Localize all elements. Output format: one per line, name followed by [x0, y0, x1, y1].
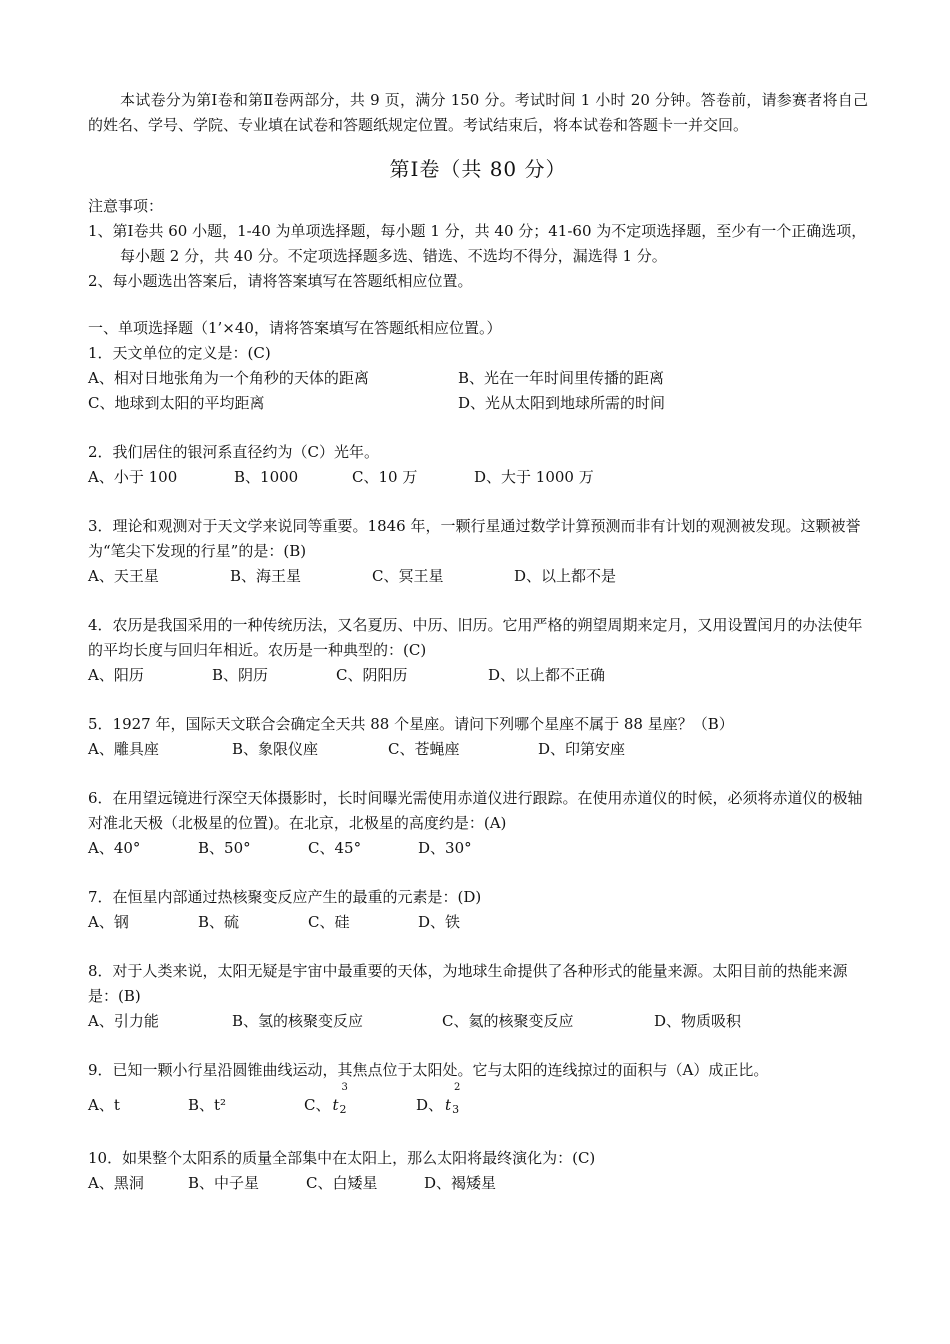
question-stem: 10．如果整个太阳系的质量全部集中在太阳上，那么太阳将最终演化为：(C)	[88, 1149, 596, 1167]
option-a: A、小于 100	[88, 468, 178, 486]
question-options	[88, 366, 868, 416]
option-c: C、阴阳历	[336, 666, 408, 684]
question-stem: 9．已知一颗小行星沿圆锥曲线运动，其焦点位于太阳处。它与太阳的连线掠过的面积与（A）成正比。	[88, 1061, 769, 1079]
note-item: 1、第Ⅰ卷共 60 小题，1-40 为单项选择题，每小题 1 分，共 40 分；41-60 为不定项选择题，至少有一个正确选项，每小题 2 分，共 40 分。不定项选择题多选、错选、不选均不得分，漏选得 1 分。	[88, 222, 867, 265]
option-c: C、冥王星	[372, 567, 444, 585]
note-item: 2、每小题选出答案后，请将答案填写在答题纸相应位置。	[88, 272, 473, 290]
question-stem: 5．1927 年，国际天文联合会确定全天共 88 个星座。请问下列哪个星座不属于 88 星座？（B）	[88, 715, 734, 733]
section-heading: 一、单项选择题（1’×40，请将答案填写在答题纸相应位置。）	[88, 319, 502, 337]
question-stem: 4．农历是我国采用的一种传统历法，又名夏历、中历、旧历。它用严格的朔望周期来定月，又用设置闰月的办法使年的平均长度与回归年相近。农历是一种典型的：(C)	[88, 616, 863, 659]
option-d: D、光从太阳到地球所需的时间	[458, 394, 666, 412]
question-stem: 7．在恒星内部通过热核聚变反应产生的最重的元素是：(D)	[88, 888, 482, 906]
option-c	[304, 1082, 416, 1122]
power-numerator: 2	[454, 1082, 461, 1093]
question-options	[88, 1171, 868, 1196]
option-d: D、铁	[418, 913, 461, 931]
question-options	[88, 465, 868, 490]
option-a: A、t	[88, 1096, 120, 1114]
option-a: A、相对日地张角为一个角秒的天体的距离	[88, 369, 369, 387]
question-2	[88, 440, 868, 490]
option-d: D、大于 1000 万	[474, 468, 594, 486]
option-d-label: D、	[416, 1096, 444, 1114]
option-d: D、褐矮星	[424, 1174, 497, 1192]
option-b: B、象限仪座	[232, 740, 319, 758]
notes-heading: 注意事项：	[88, 197, 164, 215]
exam-intro: 本试卷分为第Ⅰ卷和第Ⅱ卷两部分，共 9 页，满分 150 分。考试时间 1 小时 20 分钟。答卷前，请参赛者将自己的姓名、学号、学院、专业填在试卷和答题纸规定位置。考试结束后，将本试卷和答题卡一并交回。	[88, 91, 868, 134]
option-d: D、物质吸积	[654, 1012, 742, 1030]
option-b: B、t²	[188, 1096, 227, 1114]
question-1	[88, 341, 868, 416]
question-4	[88, 613, 868, 688]
option-c: C、苍蝇座	[388, 740, 460, 758]
question-options	[88, 737, 868, 762]
question-10	[88, 1146, 868, 1196]
option-a: A、黑洞	[88, 1174, 144, 1192]
option-c: C、10 万	[352, 468, 418, 486]
option-b: B、阴历	[212, 666, 269, 684]
question-9	[88, 1058, 868, 1122]
power-base: t	[445, 1096, 452, 1114]
option-c: C、白矮星	[306, 1174, 378, 1192]
option-d: D、30°	[418, 839, 472, 857]
option-d: D、以上都不正确	[488, 666, 606, 684]
option-d	[416, 1082, 461, 1122]
question-options	[88, 663, 868, 688]
option-c-power	[332, 1082, 348, 1122]
question-5	[88, 712, 868, 762]
option-b: B、光在一年时间里传播的距离	[458, 369, 665, 387]
part-title: 第Ⅰ卷（共 80 分）	[389, 157, 567, 181]
option-a: A、阳历	[88, 666, 144, 684]
option-b: B、50°	[198, 839, 251, 857]
option-b: B、1000	[234, 468, 299, 486]
question-6	[88, 786, 868, 861]
option-b: B、硫	[198, 913, 240, 931]
option-a: A、引力能	[88, 1012, 159, 1030]
question-stem: 1．天文单位的定义是：(C)	[88, 344, 271, 362]
question-stem: 6．在用望远镜进行深空天体摄影时，长时间曝光需使用赤道仪进行跟踪。在使用赤道仪的时候，必须将赤道仪的极轴对准北天极（北极星的位置)。在北京，北极星的高度约是：(A)	[88, 789, 863, 832]
option-d: D、以上都不是	[514, 567, 617, 585]
power-numerator: 3	[341, 1082, 348, 1093]
question-3	[88, 514, 868, 589]
option-c: C、氦的核聚变反应	[442, 1012, 574, 1030]
option-b: B、氢的核聚变反应	[232, 1012, 364, 1030]
option-a: A、40°	[88, 839, 141, 857]
question-options	[88, 836, 868, 861]
option-b: B、海王星	[230, 567, 302, 585]
question-stem: 3．理论和观测对于天文学来说同等重要。1846 年，一颗行星通过数学计算预测而非有计划的观测被发现。这颗被誉为“笔尖下发现的行星”的是：(B)	[88, 517, 861, 560]
option-c: C、地球到太阳的平均距离	[88, 394, 265, 412]
option-c: C、45°	[308, 839, 362, 857]
option-d: D、印第安座	[538, 740, 626, 758]
option-c-label: C、	[304, 1096, 331, 1114]
question-options	[88, 910, 868, 935]
option-d-power	[445, 1082, 461, 1122]
option-a: A、雕具座	[88, 740, 159, 758]
power-denominator: 3	[452, 1103, 460, 1116]
question-7	[88, 885, 868, 935]
question-stem: 2．我们居住的银河系直径约为（C）光年。	[88, 443, 380, 461]
option-a: A、钢	[88, 913, 129, 931]
power-base: t	[332, 1096, 339, 1114]
option-a: A、天王星	[88, 567, 159, 585]
question-options	[88, 564, 868, 589]
question-8	[88, 959, 868, 1034]
question-stem: 8．对于人类来说，太阳无疑是宇宙中最重要的天体，为地球生命提供了各种形式的能量来源。太阳目前的热能来源是：(B)	[88, 962, 848, 1005]
option-b: B、中子星	[188, 1174, 260, 1192]
power-denominator: 2	[339, 1103, 347, 1116]
question-options	[88, 1009, 868, 1034]
option-c: C、硅	[308, 913, 350, 931]
question-options	[88, 1082, 868, 1122]
